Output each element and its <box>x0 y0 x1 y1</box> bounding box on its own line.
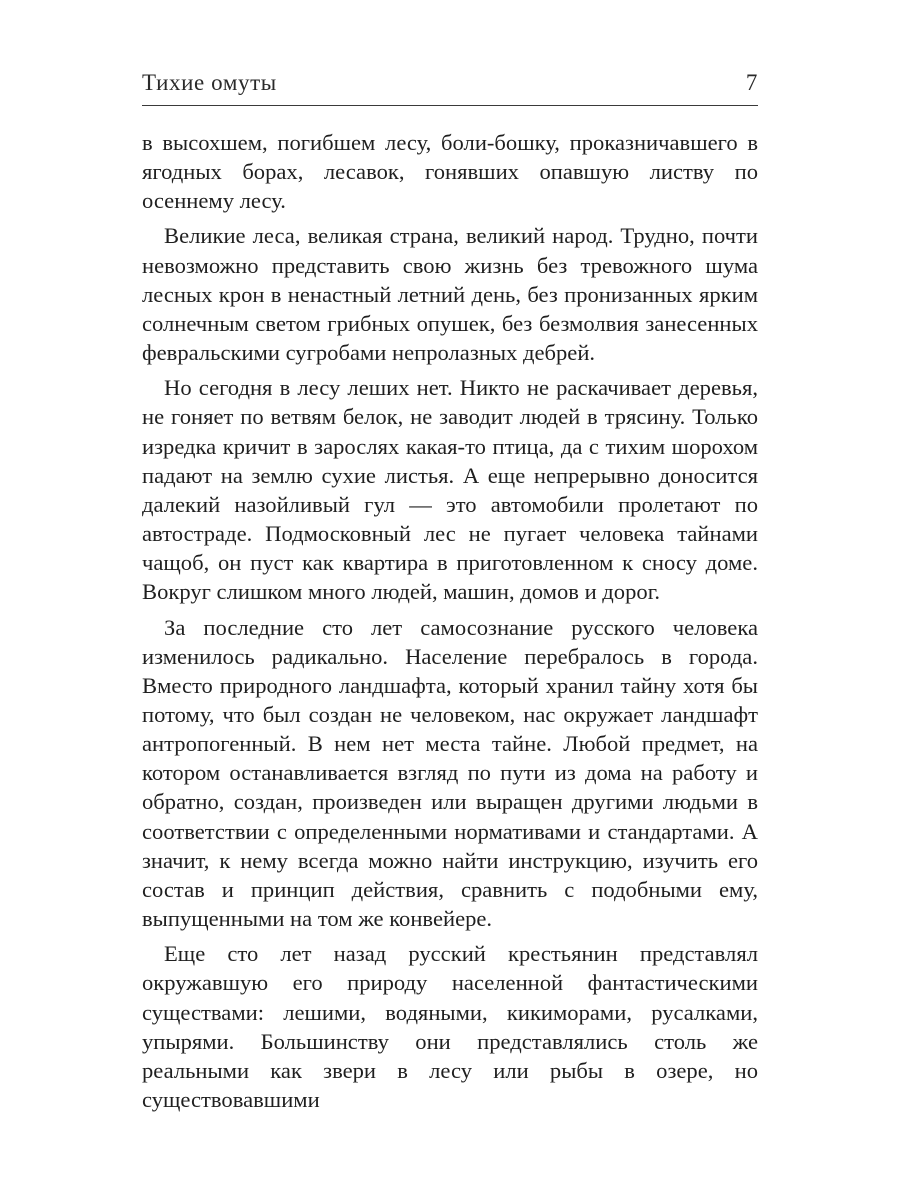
paragraph: Великие леса, великая страна, великий народ. Трудно, почти невозможно представить свою жизнь без тревожного шума лесных крон в ненастный летний день, без пронизанных ярким солнечным светом грибных опушек, без безмолвия занесенных февральскими сугробами непролазных дебрей. <box>142 223 758 366</box>
running-title: Тихие омуты <box>142 70 277 95</box>
page-number: 7 <box>745 70 758 95</box>
paragraph: За последние сто лет самосознание русского человека изменилось радикально. Население перебралось в города. Вместо природного ландшафта, который хранил тайну хотя бы потому, что был создан не человеком, нас окружает ландшафт антропогенный. В нем нет места тайне. Любой предмет, на котором останавливается взгляд по пути из дома на работу и обратно, создан, произведен или выращен другими людьми в соответствии с определенными нормативами и стандартами. А значит, к нему всегда можно найти инструкцию, изучить его состав и принцип действия, сравнить с подобными ему, выпущенными на том же конвейере. <box>142 614 758 932</box>
paragraph: Но сегодня в лесу леших нет. Никто не раскачивает деревья, не гоняет по ветвям белок, не заводит людей в трясину. Только изредка кричит в зарослях какая-то птица, да с тихим шорохом падают на землю сухие листья. А еще непрерывно доносится далекий назойливый гул — это автомобили пролетают по автостраде. Подмосковный лес не пугает человека тайнами чащоб, он пуст как квартира в приготовленном к сносу доме. Вокруг слишком много людей, машин, домов и дорог. <box>142 375 758 605</box>
running-head <box>142 66 758 102</box>
body-text <box>142 128 758 1120</box>
paragraph-continued: в высохшем, погибшем лесу, боли-бошку, проказничавшего в ягодных борах, лесавок, гонявших опавшую листву по осеннему лесу. <box>142 130 758 214</box>
header-rule <box>142 105 758 106</box>
paragraph: Еще сто лет назад русский крестьянин представлял окружавшую его природу населенной фантастическими существами: лешими, водяными, кикиморами, русалками, упырями. Большинству они представлялись столь же реальными как звери в лесу или рыбы в озере, но существовавшими <box>142 941 758 1112</box>
